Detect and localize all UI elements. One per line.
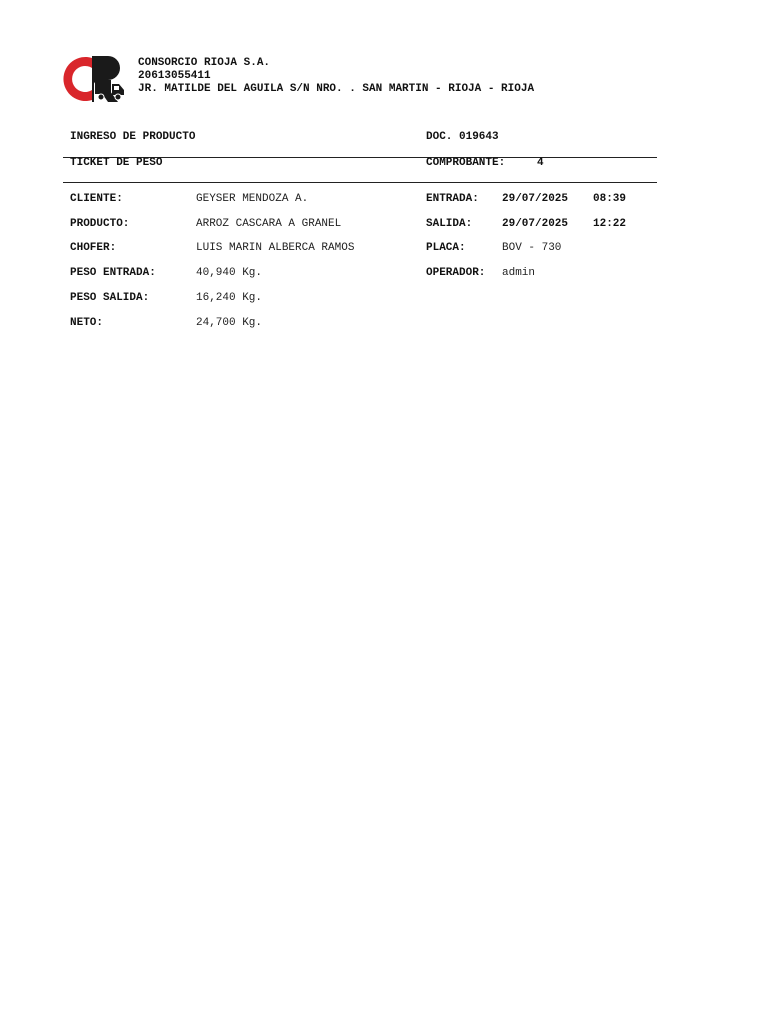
entrada-time: 08:39	[593, 193, 627, 205]
entrada-label: ENTRADA:	[426, 193, 479, 205]
placa-label: PLACA:	[426, 242, 466, 254]
document-number: DOC. 019643	[426, 131, 499, 143]
operador-value: admin	[502, 267, 536, 279]
company-address: JR. MATILDE DEL AGUILA S/N NRO. . SAN MARTIN - RIOJA - RIOJA	[138, 83, 535, 95]
chofer-value: LUIS MARIN ALBERCA RAMOS	[196, 242, 355, 254]
cliente-label: CLIENTE:	[70, 193, 123, 205]
peso-entrada-value: 40,940 Kg.	[196, 267, 263, 279]
entrada-date: 29/07/2025	[502, 193, 569, 205]
salida-label: SALIDA:	[426, 218, 473, 230]
divider-bottom	[63, 182, 657, 183]
comprobante-label: COMPROBANTE:	[426, 157, 506, 169]
company-logo	[62, 52, 128, 106]
chofer-label: CHOFER:	[70, 242, 117, 254]
document-title: INGRESO DE PRODUCTO	[70, 131, 196, 143]
operador-label: OPERADOR:	[426, 267, 486, 279]
salida-time: 12:22	[593, 218, 627, 230]
salida-date: 29/07/2025	[502, 218, 569, 230]
peso-salida-value: 16,240 Kg.	[196, 292, 263, 304]
cliente-value: GEYSER MENDOZA A.	[196, 193, 309, 205]
producto-value: ARROZ CASCARA A GRANEL	[196, 218, 342, 230]
producto-label: PRODUCTO:	[70, 218, 130, 230]
ticket-subtitle: TICKET DE PESO	[70, 157, 163, 169]
neto-value: 24,700 Kg.	[196, 317, 263, 329]
logo-letter-c	[63, 57, 92, 101]
peso-salida-label: PESO SALIDA:	[70, 292, 150, 304]
company-ruc: 20613055411	[138, 70, 211, 82]
placa-value: BOV - 730	[502, 242, 562, 254]
peso-entrada-label: PESO ENTRADA:	[70, 267, 156, 279]
company-name: CONSORCIO RIOJA S.A.	[138, 57, 271, 69]
comprobante-value: 4	[537, 157, 544, 169]
neto-label: NETO:	[70, 317, 104, 329]
